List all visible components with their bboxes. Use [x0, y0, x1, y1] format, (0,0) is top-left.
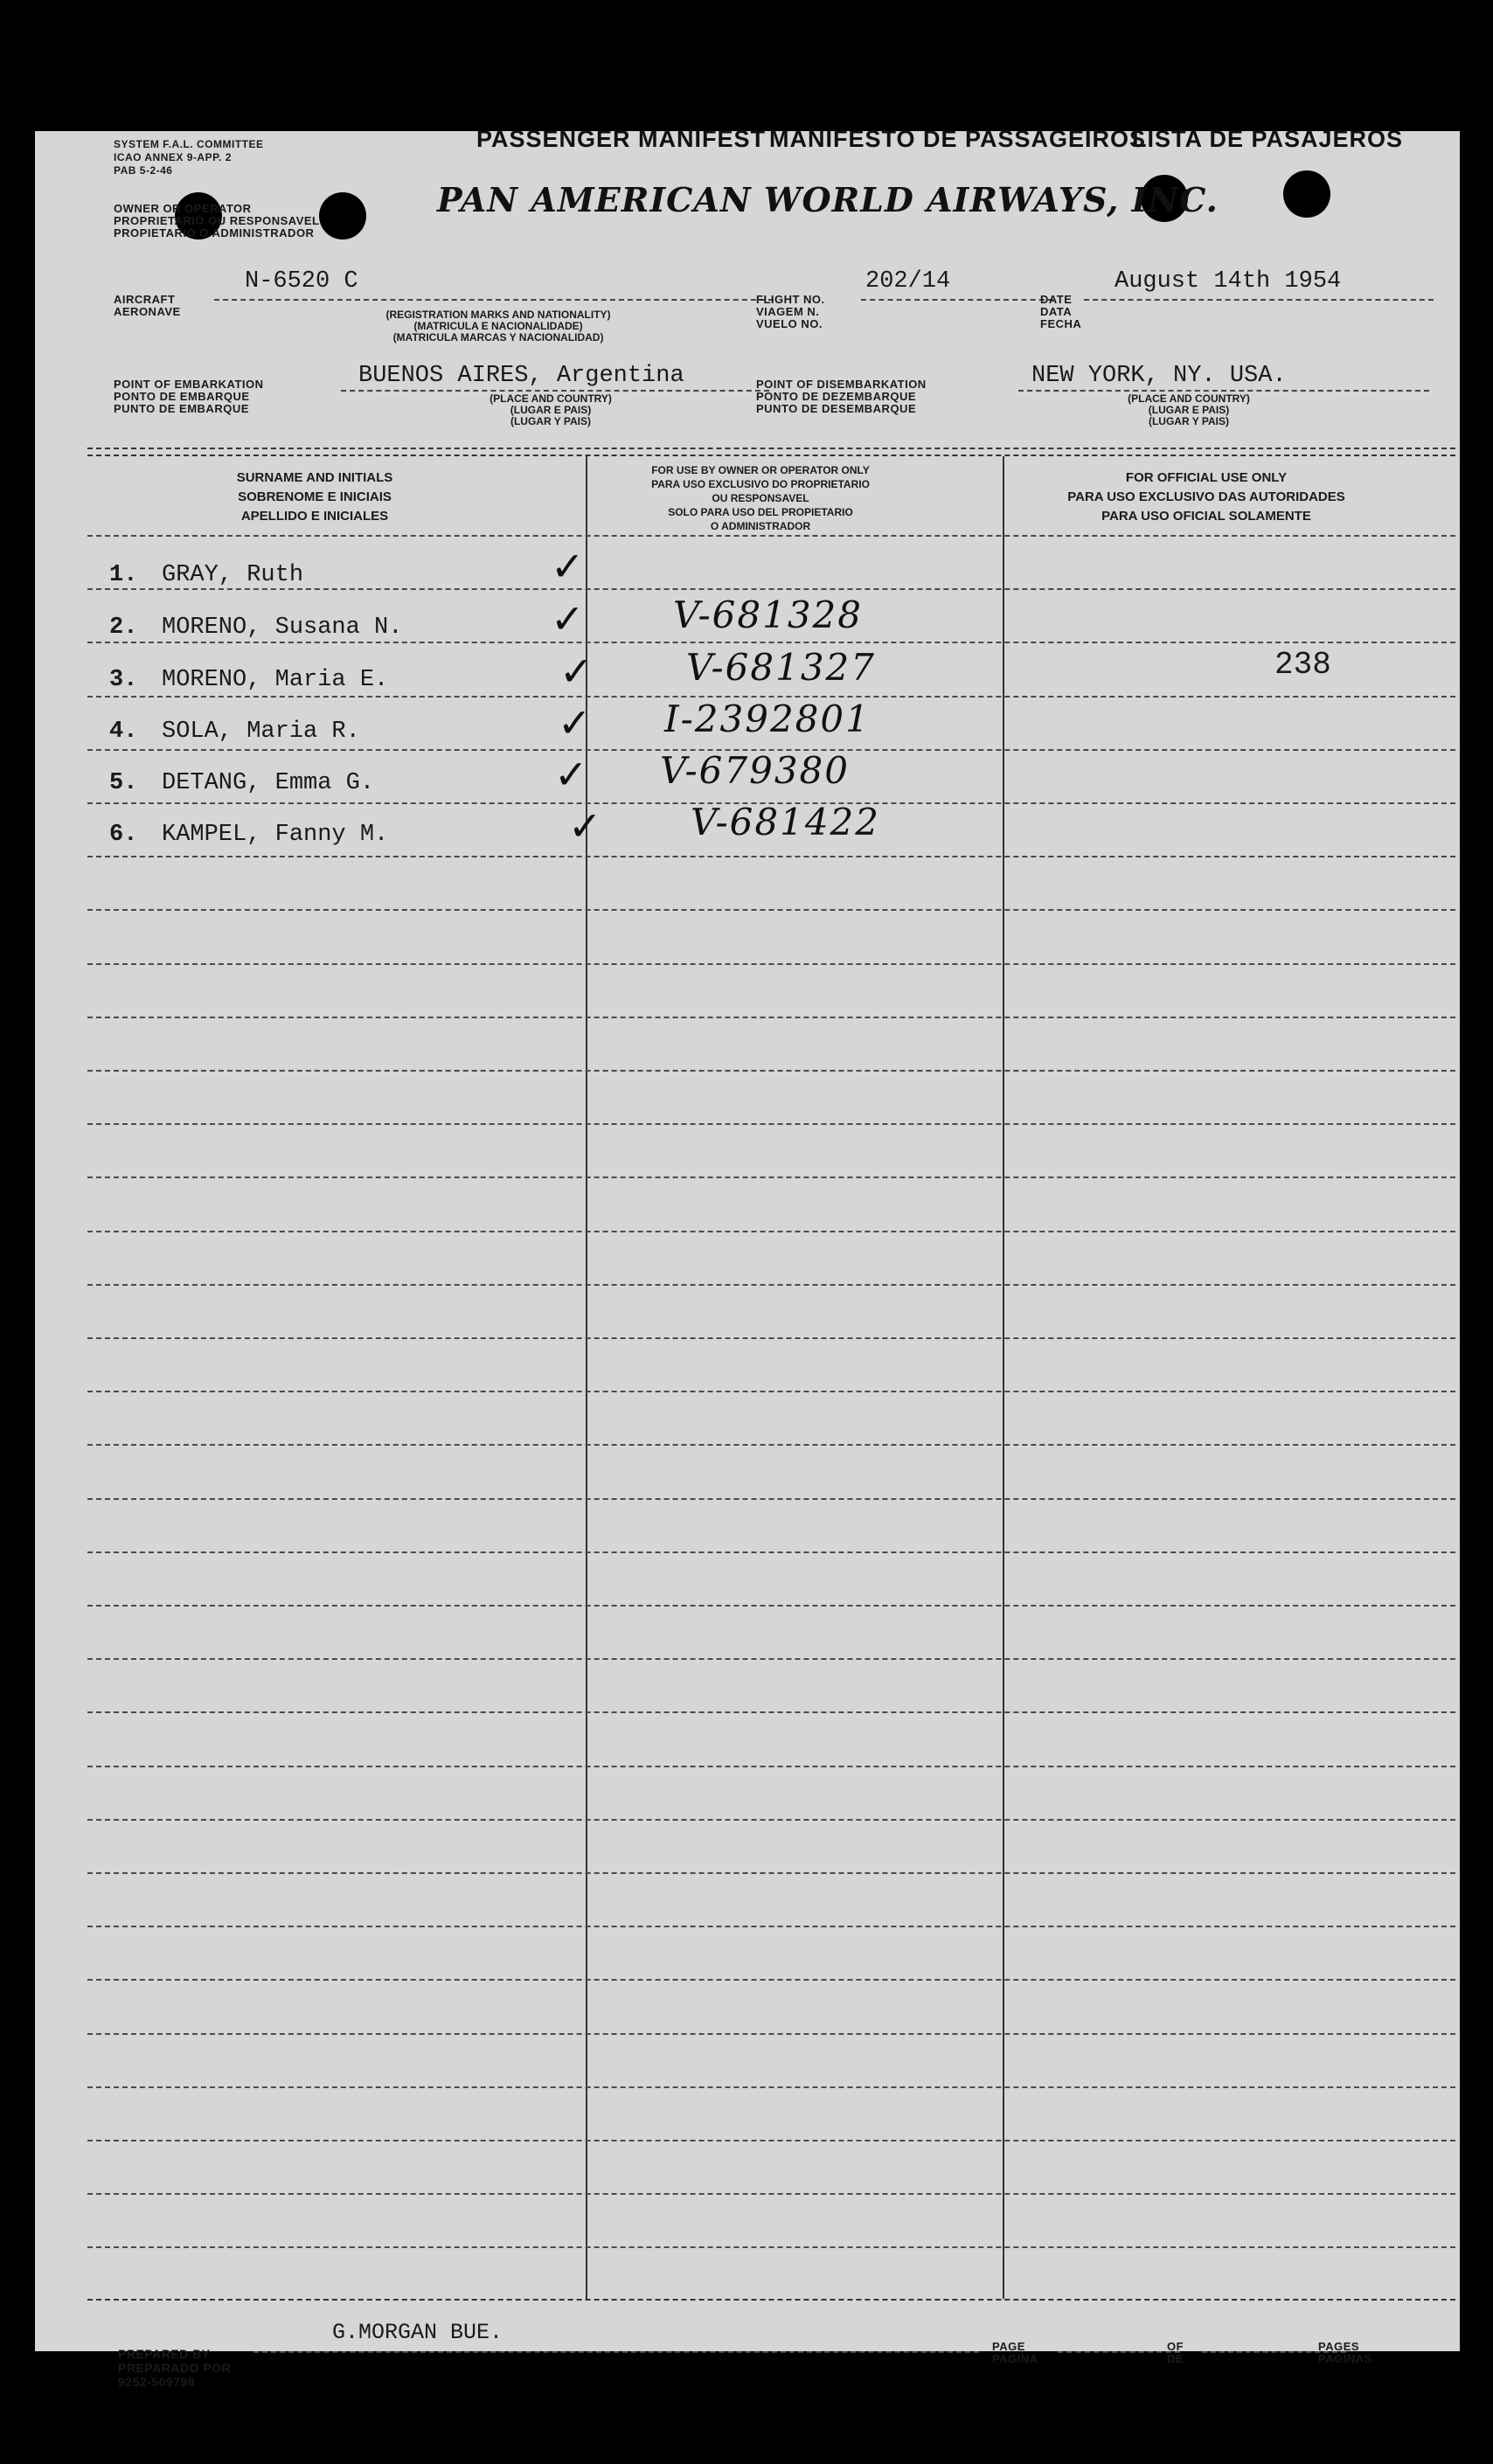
flight-number: 202/14 — [865, 268, 951, 295]
passenger-name: KAMPEL, Fanny M. — [162, 822, 389, 848]
aircraft-value: N-6520 C — [245, 268, 358, 295]
ruled-line — [87, 1070, 1455, 1072]
ruled-line — [87, 1176, 1455, 1178]
passenger-name: SOLA, Maria R. — [162, 718, 360, 745]
passenger-row — [109, 718, 360, 745]
check-mark-icon: ✓ — [558, 699, 592, 746]
check-mark-icon: ✓ — [559, 648, 594, 695]
title-pt: MANIFESTO DE PASSAGEIROS — [769, 126, 1147, 152]
ruled-line — [87, 1551, 1455, 1553]
embark-labels: POINT OF EMBARKATION PONTO DE EMBARQUE PUNTO DE EMBARQUE — [114, 378, 264, 415]
owner-labels: OWNER OR OPERATOR PROPRIETARIO OU RESPONSAVEL PROPIETARIO O ADMINISTRADOR — [114, 202, 320, 239]
check-mark-icon: ✓ — [551, 595, 585, 642]
ruled-line — [87, 1819, 1455, 1821]
passenger-name: DETANG, Emma G. — [162, 770, 375, 796]
column-divider — [1003, 456, 1004, 2299]
ruled-line — [87, 1391, 1455, 1392]
page-labels: PAGE PAGINA — [992, 2340, 1038, 2365]
check-mark-icon: ✓ — [568, 802, 602, 850]
flight-date: August 14th 1954 — [1115, 268, 1342, 295]
prepared-by: G.MORGAN BUE. — [332, 2320, 503, 2345]
ruled-line — [87, 1017, 1455, 1018]
committee-block: SYSTEM F.A.L. COMMITTEE ICAO ANNEX 9-APP. 2 PAB 5-2-46 — [114, 138, 264, 177]
ruled-line — [87, 1231, 1455, 1232]
official-mark: 238 — [1274, 647, 1331, 683]
ruled-line — [87, 909, 1455, 911]
passenger-row — [109, 770, 374, 796]
manifest-page — [35, 126, 1460, 2389]
ruled-line — [87, 856, 1455, 857]
embark-sub: (PLACE AND COUNTRY) (LUGAR E PAIS) (LUGAR Y PAIS) — [490, 392, 612, 427]
ruled-line — [87, 2246, 1455, 2248]
passenger-row — [109, 614, 402, 641]
col-header-names: SURNAME AND INITIALS SOBRENOME E INICIAIS APELLIDO E INICIALES — [236, 470, 393, 524]
punch-hole — [1283, 170, 1330, 218]
passport-number: I-2392801 — [664, 698, 871, 740]
flight-labels: FLIGHT NO. VIAGEM N. VUELO NO. — [756, 293, 825, 330]
passenger-row — [109, 822, 388, 848]
ruled-line — [87, 1498, 1455, 1500]
ruled-line — [87, 1766, 1455, 1767]
ruled-line — [87, 2086, 1455, 2088]
company-name: PAN AMERICAN WORLD AIRWAYS, INC. — [437, 180, 1219, 219]
passenger-number: 1. — [109, 562, 138, 588]
ruled-line — [87, 1979, 1455, 1981]
ruled-line — [87, 1605, 1455, 1607]
ruled-line — [87, 1284, 1455, 1286]
of-labels: OF DE — [1167, 2340, 1184, 2365]
ruled-line — [87, 1926, 1455, 1927]
check-mark-icon: ✓ — [551, 543, 585, 590]
col-header-operator: FOR USE BY OWNER OR OPERATOR ONLY PARA USO EXCLUSIVO DO PROPRIETARIO OU RESPONSAVEL SOLO PARA USO DEL PROPIETARIO O ADMINISTRADOR — [651, 464, 870, 532]
prepared-labels: PREPARED BY PREPARADO POR 9252-509798 — [118, 2347, 232, 2389]
aircraft-sub: (REGISTRATION MARKS AND NATIONALITY) (MATRICULA E NACIONALIDADE) (MATRICULA MARCAS Y NACIONALIDAD) — [385, 309, 611, 344]
ruled-line — [87, 642, 1455, 643]
ruled-line — [87, 588, 1455, 590]
ruled-line — [87, 2140, 1455, 2141]
ruled-line — [87, 1658, 1455, 1660]
passenger-number: 5. — [109, 770, 138, 796]
col-header-official: FOR OFFICIAL USE ONLY PARA USO EXCLUSIVO DAS AUTORIDADES PARA USO OFICIAL SOLAMENTE — [1067, 470, 1345, 524]
disembark-labels: POINT OF DISEMBARKATION PONTO DE DEZEMBARQUE PUNTO DE DESEMBARQUE — [756, 378, 927, 415]
title-es: LISTA DE PASAJEROS — [1132, 126, 1404, 152]
ruled-line — [87, 1337, 1455, 1339]
title-en: PASSENGER MANIFEST — [476, 126, 767, 152]
passenger-row — [109, 667, 388, 693]
passport-number: V-681328 — [673, 593, 863, 636]
passenger-name: MORENO, Susana N. — [162, 614, 403, 641]
punch-hole — [319, 192, 366, 239]
ruled-line — [87, 1711, 1455, 1713]
embark-value: BUENOS AIRES, Argentina — [358, 363, 684, 389]
passenger-number: 6. — [109, 822, 138, 848]
ruled-line — [87, 963, 1455, 965]
aircraft-labels: AIRCRAFT AERONAVE — [114, 293, 181, 318]
passport-number: V-681422 — [691, 801, 880, 843]
passenger-name: MORENO, Maria E. — [162, 667, 389, 693]
ruled-line — [87, 2033, 1455, 2035]
passport-number: V-679380 — [660, 749, 850, 792]
pages-labels: PAGES PAGINAS — [1318, 2340, 1372, 2365]
ruled-line — [87, 1123, 1455, 1125]
date-labels: DATE DATA FECHA — [1040, 293, 1082, 330]
passenger-name: GRAY, Ruth — [162, 562, 304, 588]
ruled-line — [87, 1444, 1455, 1446]
passenger-number: 3. — [109, 667, 138, 693]
check-mark-icon: ✓ — [554, 751, 588, 798]
ruled-line — [87, 1872, 1455, 1874]
passenger-number: 4. — [109, 718, 138, 745]
passport-number: V-681327 — [686, 646, 876, 689]
passenger-number: 2. — [109, 614, 138, 641]
disembark-sub: (PLACE AND COUNTRY) (LUGAR E PAIS) (LUGAR Y PAIS) — [1128, 392, 1250, 427]
disembark-value: NEW YORK, NY. USA. — [1031, 363, 1287, 389]
ruled-line — [87, 2193, 1455, 2195]
ruled-line — [87, 535, 1455, 537]
passenger-row — [109, 562, 303, 588]
